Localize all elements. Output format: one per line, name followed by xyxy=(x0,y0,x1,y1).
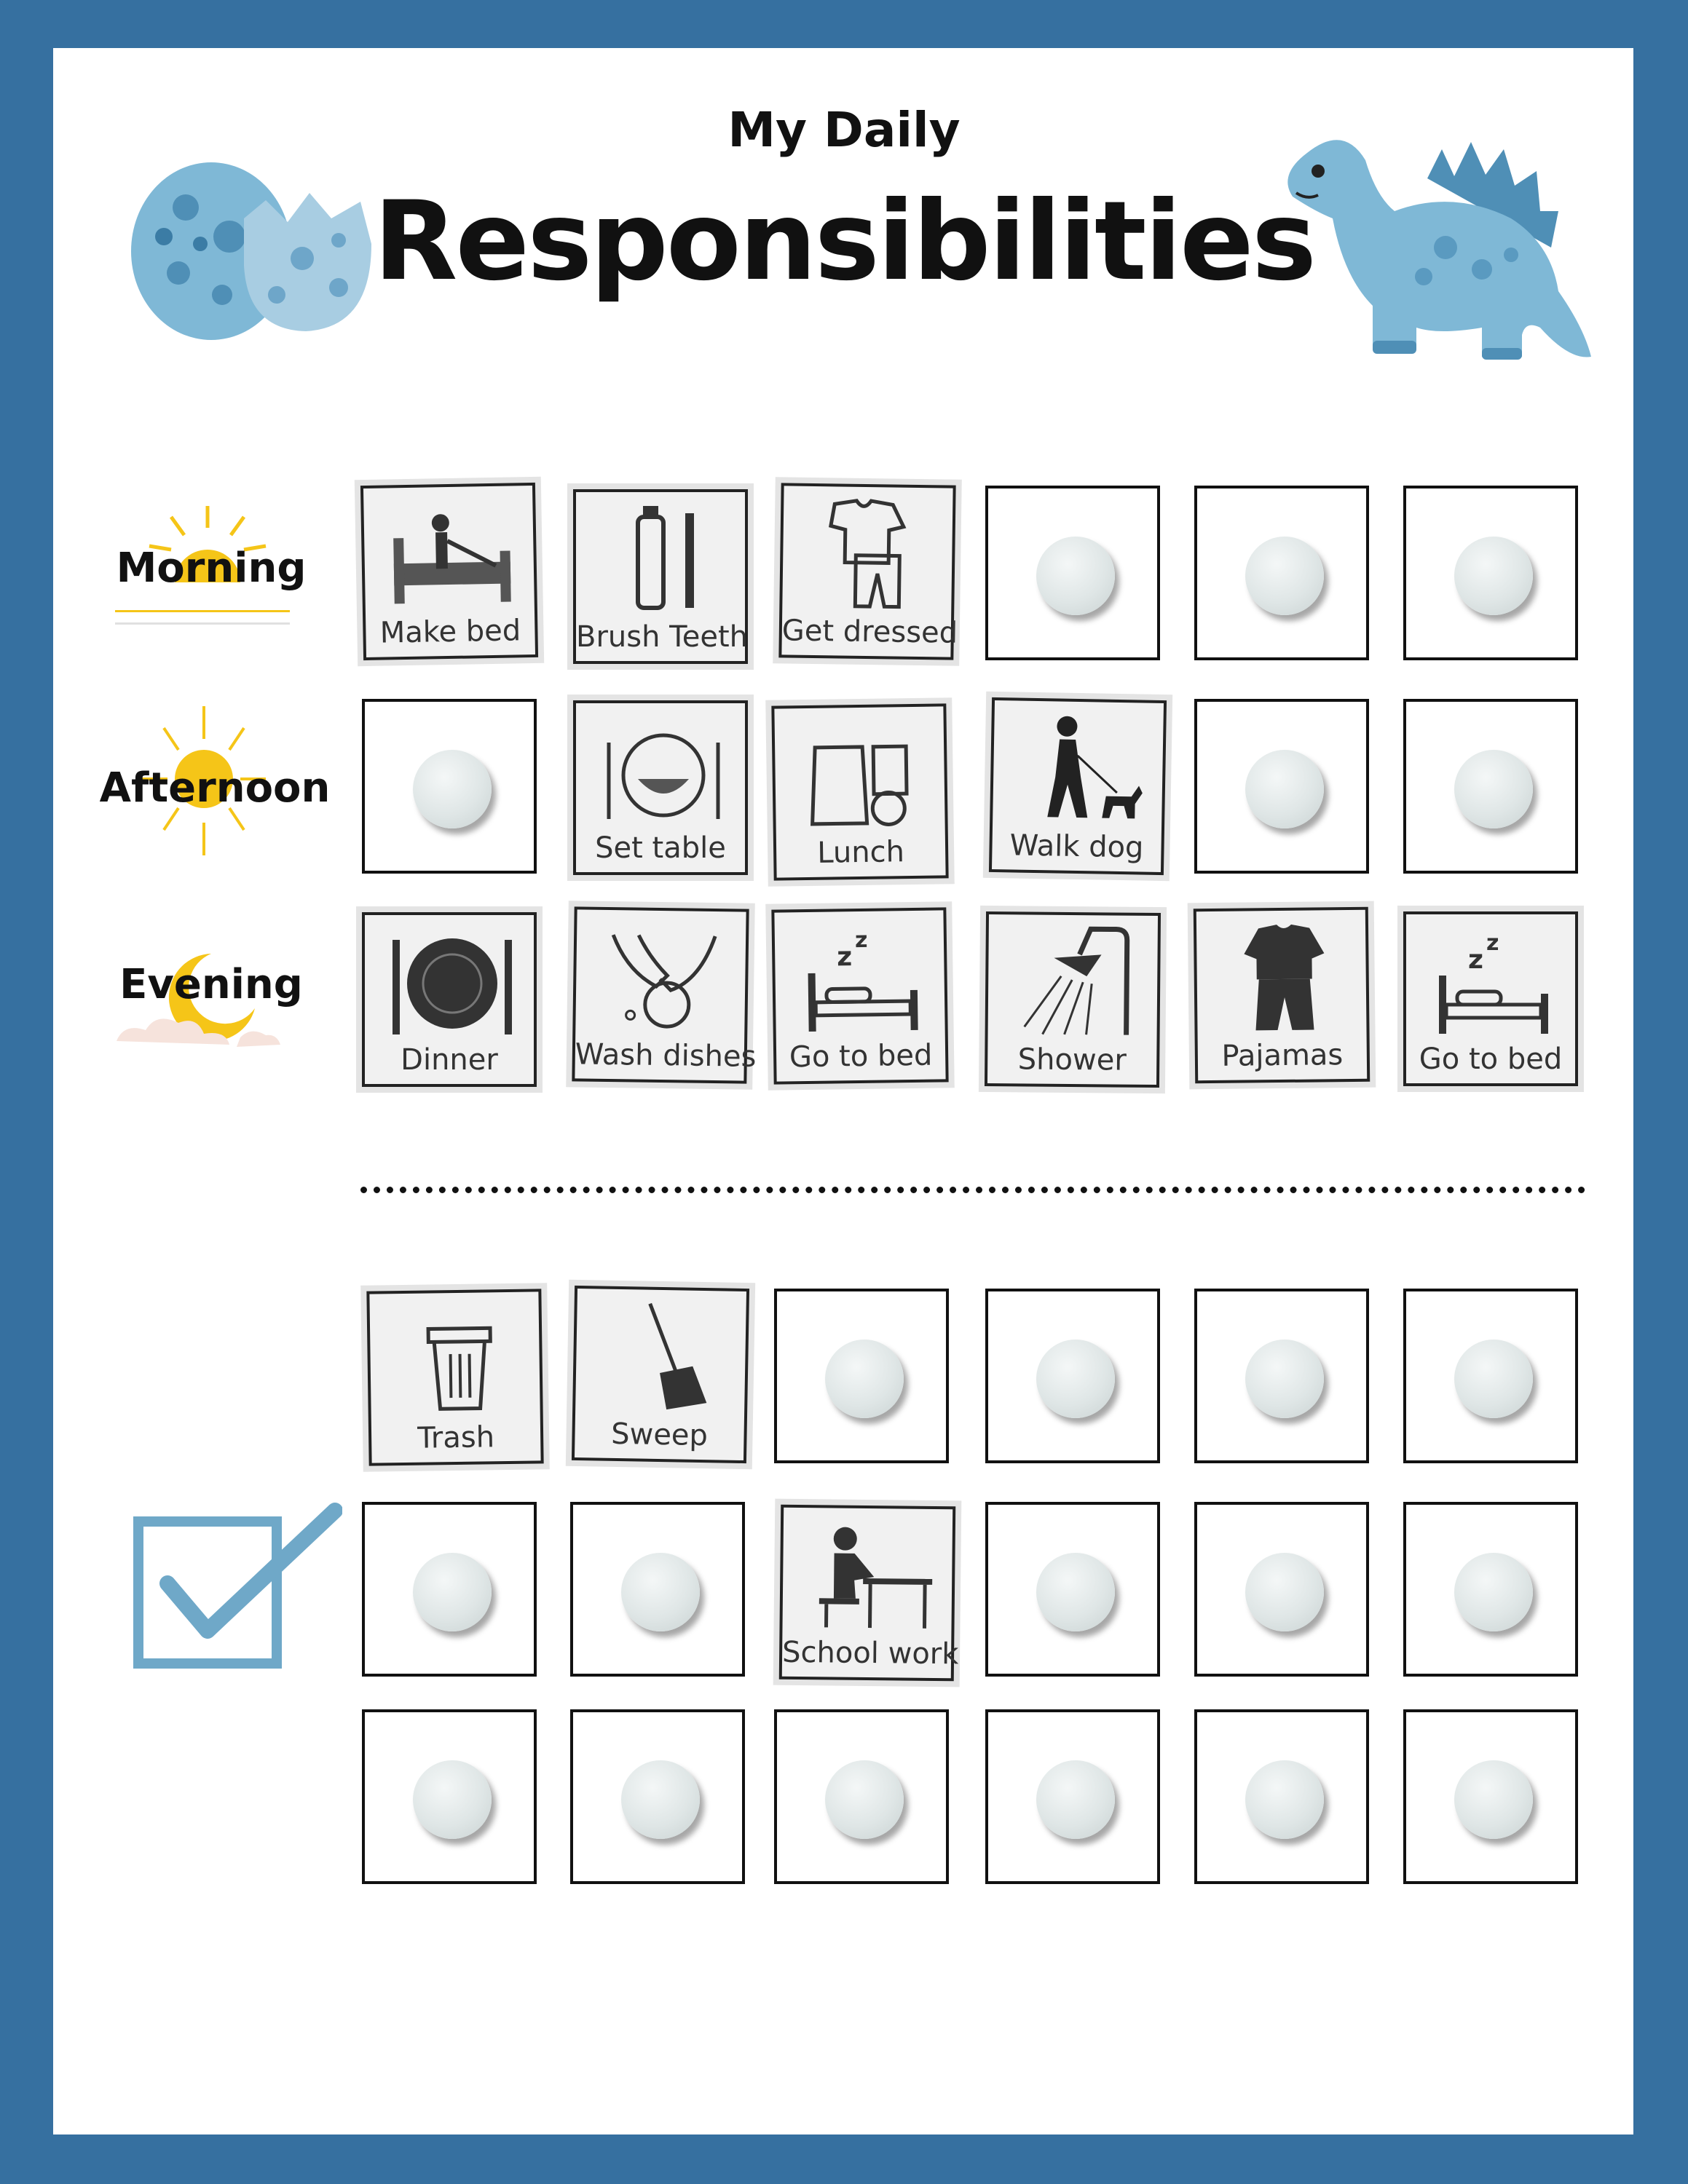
toothbrush-icon xyxy=(598,502,729,619)
empty-slot[interactable] xyxy=(985,1709,1160,1884)
task-card-pajamas[interactable] xyxy=(1194,907,1370,1084)
dog-walking-icon xyxy=(1014,711,1148,830)
task-label: Make bed xyxy=(379,614,521,650)
task-card-sweep[interactable] xyxy=(572,1286,749,1463)
empty-slot[interactable] xyxy=(362,1709,537,1884)
task-card-lunch[interactable] xyxy=(771,703,948,880)
task-card-go-to-bed[interactable] xyxy=(771,907,948,1084)
svg-text:z: z xyxy=(854,927,868,954)
velcro-dot xyxy=(1454,750,1533,828)
dino-eggs-illustration xyxy=(120,149,390,342)
task-label: Get dressed xyxy=(781,614,958,650)
velcro-dot xyxy=(1245,1340,1324,1418)
task-card-get-dressed[interactable] xyxy=(778,483,958,660)
task-label: School work xyxy=(781,1635,959,1671)
task-card-wash-dishes[interactable] xyxy=(572,906,757,1083)
task-card-shower[interactable] xyxy=(985,911,1161,1088)
velcro-dot xyxy=(1454,537,1533,615)
velcro-dot xyxy=(621,1760,700,1839)
period-afternoon-label: Afternoon xyxy=(99,764,331,812)
task-label: Set table xyxy=(595,831,726,865)
empty-slot[interactable] xyxy=(1403,1709,1578,1884)
empty-slot[interactable] xyxy=(1194,1502,1369,1677)
bed-icon xyxy=(385,496,518,614)
dinosaur-illustration xyxy=(1263,109,1606,386)
velcro-dot xyxy=(1036,1760,1115,1839)
velcro-dot xyxy=(1036,1340,1115,1418)
task-label: Trash xyxy=(417,1420,495,1455)
task-label: Walk dog xyxy=(1009,828,1144,865)
period-evening-label: Evening xyxy=(119,961,303,1008)
velcro-dot xyxy=(1245,1760,1324,1839)
task-card-set-table[interactable] xyxy=(573,700,748,875)
pajamas-icon xyxy=(1218,920,1351,1038)
page-title: Responsibilities xyxy=(373,178,1315,305)
task-label: Go to bed xyxy=(789,1038,933,1075)
empty-slot[interactable] xyxy=(362,699,537,874)
trash-can-icon xyxy=(392,1302,524,1420)
divider-line xyxy=(115,622,290,625)
velcro-dot xyxy=(1454,1340,1533,1418)
empty-slot[interactable] xyxy=(1403,486,1578,660)
task-card-make-bed[interactable] xyxy=(360,483,538,660)
velcro-dot xyxy=(1245,750,1324,828)
shower-icon xyxy=(1009,925,1141,1042)
task-label: Shower xyxy=(1017,1042,1127,1077)
velcro-dot xyxy=(1245,537,1324,615)
task-label: Dinner xyxy=(401,1043,498,1077)
task-card-walk-dog[interactable] xyxy=(989,697,1167,875)
empty-slot[interactable] xyxy=(1194,699,1369,874)
task-card-brush-teeth[interactable] xyxy=(573,489,748,664)
velcro-dot xyxy=(1454,1760,1533,1839)
task-label: Sweep xyxy=(610,1417,709,1453)
velcro-dot xyxy=(413,1760,492,1839)
empty-slot[interactable] xyxy=(774,1289,949,1463)
empty-slot[interactable] xyxy=(1403,1502,1578,1677)
velcro-dot xyxy=(1454,1553,1533,1631)
empty-slot[interactable] xyxy=(1403,699,1578,874)
title-small: My Daily xyxy=(727,102,961,158)
velcro-dot xyxy=(413,1553,492,1631)
sleeping-bed-icon xyxy=(797,921,929,1039)
divider-line xyxy=(115,610,290,612)
sleeping-bed-icon xyxy=(1428,925,1559,1041)
period-morning-label: Morning xyxy=(116,545,307,592)
empty-slot[interactable] xyxy=(362,1502,537,1677)
task-label: Brush Teeth xyxy=(576,620,749,654)
dotted-divider xyxy=(360,1187,1585,1193)
empty-slot[interactable] xyxy=(985,1502,1160,1677)
empty-slot[interactable] xyxy=(985,486,1160,660)
plate-icon xyxy=(387,925,518,1042)
empty-slot[interactable] xyxy=(1194,486,1369,660)
empty-slot[interactable] xyxy=(1194,1289,1369,1463)
velcro-dot xyxy=(825,1760,904,1839)
task-label: Go to bed xyxy=(1419,1042,1563,1076)
task-card-go-to-bed[interactable] xyxy=(1403,911,1578,1086)
velcro-dot xyxy=(1036,537,1115,615)
empty-slot[interactable] xyxy=(570,1502,745,1677)
broom-icon xyxy=(597,1299,730,1418)
task-card-dinner[interactable] xyxy=(362,912,537,1087)
washing-hands-icon xyxy=(597,920,730,1038)
velcro-dot xyxy=(1036,1553,1115,1631)
student-desk-icon xyxy=(804,1518,936,1636)
empty-slot[interactable] xyxy=(774,1709,949,1884)
clothes-icon xyxy=(804,496,936,614)
empty-slot[interactable] xyxy=(570,1709,745,1884)
svg-text:z: z xyxy=(836,942,853,973)
velcro-dot xyxy=(1245,1553,1324,1631)
empty-slot[interactable] xyxy=(1194,1709,1369,1884)
velcro-dot xyxy=(413,750,492,828)
task-card-trash[interactable] xyxy=(366,1289,543,1465)
task-label: Pajamas xyxy=(1221,1038,1344,1073)
lunch-bag-icon xyxy=(797,717,929,835)
task-card-school-work[interactable] xyxy=(779,1505,959,1682)
checkmark-icon xyxy=(127,1496,342,1682)
empty-slot[interactable] xyxy=(1403,1289,1578,1463)
velcro-dot xyxy=(825,1340,904,1418)
task-label: Lunch xyxy=(817,835,905,870)
task-label: Wash dishes xyxy=(575,1037,757,1074)
velcro-dot xyxy=(621,1553,700,1631)
empty-slot[interactable] xyxy=(985,1289,1160,1463)
svg-text:z: z xyxy=(1486,930,1499,956)
table-setting-icon xyxy=(598,713,729,830)
svg-text:z: z xyxy=(1468,945,1483,975)
